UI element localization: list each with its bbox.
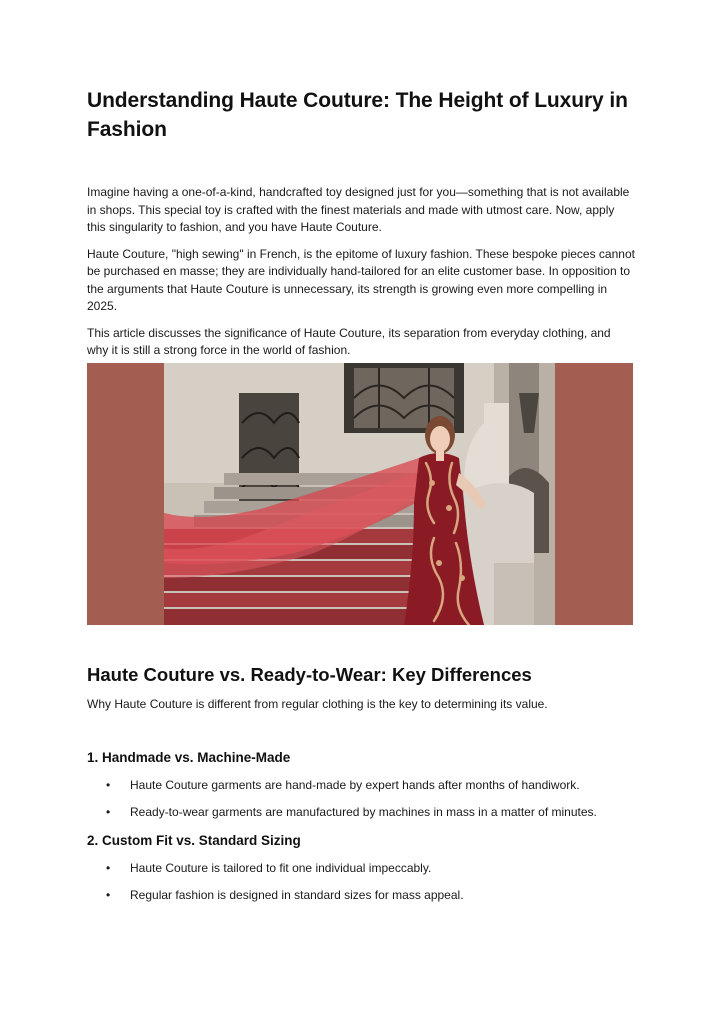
intro-paragraph-2: Haute Couture, "high sewing" in French, is the epitome of luxury fashion. These bespoke pieces cannot be purchased en masse; they are individually hand-tailored for an elite customer base. In opposition to the arguments that Haute Couture is unnecessary, its strength is growing even more compelling in 2025. [87, 246, 635, 313]
article-title: Understanding Haute Couture: The Height of Luxury in Fashion [87, 89, 628, 141]
bullet-list-2 [87, 860, 635, 905]
article-body [87, 86, 635, 904]
list-item [87, 860, 635, 878]
list-item-text: Haute Couture garments are hand-made by expert hands after months of handiwork. [130, 778, 580, 792]
hero-image [87, 363, 633, 625]
bullet-icon: • [106, 805, 111, 819]
list-item [87, 777, 635, 795]
subsection-heading-2: 2. Custom Fit vs. Standard Sizing [87, 832, 301, 848]
bullet-icon: • [106, 778, 111, 792]
list-item [87, 887, 635, 905]
bullet-icon: • [106, 860, 111, 875]
bullet-list-1 [87, 777, 635, 822]
section-intro: Why Haute Couture is different from regular clothing is the key to determining its value. [87, 696, 548, 711]
list-item-text: Haute Couture is tailored to fit one individual impeccably. [130, 860, 432, 875]
list-item [87, 804, 635, 822]
hero-photo-woman-in-red-gown-on-stairs [164, 363, 555, 625]
section-heading: Haute Couture vs. Ready-to-Wear: Key Differences [87, 663, 532, 685]
intro-paragraph-3: This article discusses the significance of Haute Couture, its separation from everyday clothing, and why it is still a strong force in the world of fashion. [87, 325, 611, 357]
subsection-heading-1: 1. Handmade vs. Machine-Made [87, 750, 291, 765]
list-item-text: Regular fashion is designed in standard sizes for mass appeal. [130, 887, 464, 902]
bullet-icon: • [106, 887, 111, 902]
intro-paragraph-1: Imagine having a one-of-a-kind, handcrafted toy designed just for you—something that is not available in shops. This special toy is crafted with the finest materials and made with utmost care. Now, apply this singularity to fashion, and you have Haute Couture. [87, 185, 630, 234]
list-item-text: Ready-to-wear garments are manufactured by machines in mass in a matter of minutes. [130, 805, 597, 819]
